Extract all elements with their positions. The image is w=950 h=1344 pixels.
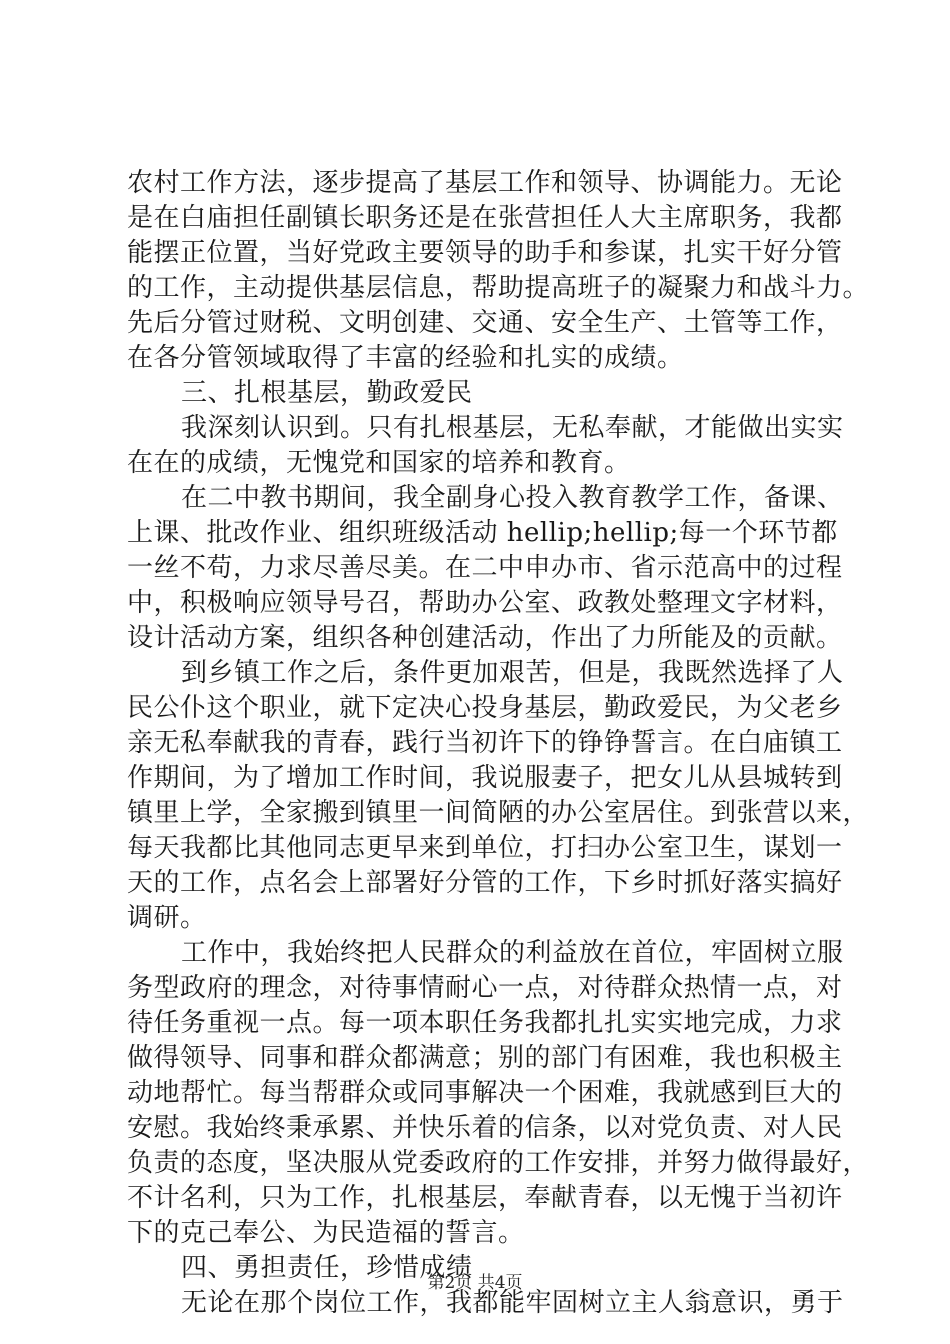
text-line: 负责的态度，坚决服从党委政府的工作安排，并努力做得最好，	[127, 1148, 870, 1178]
text-line: 不计名利，只为工作，扎根基层，奉献青春，以无愧于当初许	[127, 1183, 843, 1213]
text-line: 三、扎根基层，勤政爱民	[181, 378, 473, 408]
text-line: 无论在那个岗位工作，我都能牢固树立主人翁意识，勇于	[181, 1288, 844, 1318]
text-line: 下的克己奉公、为民造福的誓言。	[127, 1218, 525, 1248]
text-line: 四、勇担责任，珍惜成绩	[181, 1253, 473, 1283]
text-line: 先后分管过财税、文明创建、交通、安全生产、土管等工作，	[127, 308, 843, 338]
text-line: 设计活动方案，组织各种创建活动，作出了力所能及的贡献。	[127, 623, 843, 653]
text-line: 务型政府的理念，对待事情耐心一点，对待群众热情一点，对	[127, 973, 843, 1003]
text-line: 作期间，为了增加工作时间，我说服妻子，把女儿从县城转到	[127, 763, 843, 793]
text-line: 的工作，主动提供基层信息，帮助提高班子的凝聚力和战斗力。	[127, 273, 870, 303]
text-line: 工作中，我始终把人民群众的利益放在首位，牢固树立服	[181, 938, 844, 968]
text-line: 待任务重视一点。每一项本职任务我都扎扎实实地完成，力求	[127, 1008, 843, 1038]
text-line: 中，积极响应领导号召，帮助办公室、政教处整理文字材料，	[127, 588, 843, 618]
text-line: 一丝不苟，力求尽善尽美。在二中申办市、省示范高中的过程	[127, 553, 843, 583]
text-line: 动地帮忙。每当帮群众或同事解决一个困难，我就感到巨大的	[127, 1078, 843, 1108]
body-text	[127, 166, 870, 1321]
text-line: 做得领导、同事和群众都满意；别的部门有困难，我也积极主	[127, 1043, 843, 1073]
text-line: 天的工作，点名会上部署好分管的工作，下乡时抓好落实搞好	[127, 868, 843, 898]
text-line: 安慰。我始终秉承累、并快乐着的信条，以对党负责、对人民	[127, 1113, 843, 1143]
text-line: 在二中教书期间，我全副身心投入教育教学工作，备课、	[181, 483, 844, 513]
text-line: 到乡镇工作之后，条件更加艰苦，但是，我既然选择了人	[181, 658, 844, 688]
text-line: 调研。	[127, 903, 207, 933]
text-line: 我深刻认识到。只有扎根基层，无私奉献，才能做出实实	[181, 413, 844, 443]
text-line: 在在的成绩，无愧党和国家的培养和教育。	[127, 448, 631, 478]
text-line: 是在白庙担任副镇长职务还是在张营担任人大主席职务，我都	[127, 203, 843, 233]
text-line: 每天我都比其他同志更早来到单位，打扫办公室卫生，谋划一	[127, 833, 843, 863]
text-line: 镇里上学，全家搬到镇里一间简陋的办公室居住。到张营以来，	[127, 798, 870, 828]
text-line: 亲无私奉献我的青春，践行当初许下的铮铮誓言。在白庙镇工	[127, 728, 843, 758]
text-line: 能摆正位置，当好党政主要领导的助手和参谋，扎实干好分管	[127, 238, 843, 268]
text-line: 农村工作方法，逐步提高了基层工作和领导、协调能力。无论	[127, 168, 843, 198]
text-line: 上课、批改作业、组织班级活动 hellip;hellip;每一个环节都	[127, 518, 838, 548]
text-line: 民公仆这个职业，就下定决心投身基层，勤政爱民，为父老乡	[127, 693, 843, 723]
page-footer: 第2页 共4页	[427, 1273, 523, 1293]
text-line: 在各分管领域取得了丰富的经验和扎实的成绩。	[127, 343, 684, 373]
